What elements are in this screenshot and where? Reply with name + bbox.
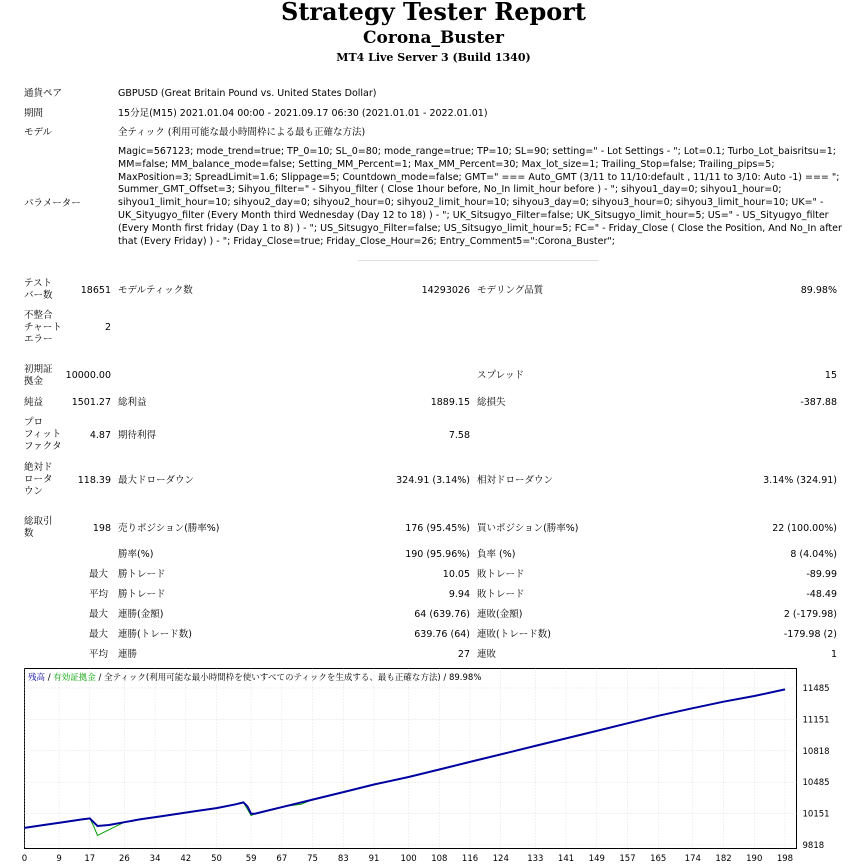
- expected-label: 期待利得: [118, 430, 157, 441]
- x-tick-label: 50: [211, 854, 222, 864]
- pf-value: 4.87: [89, 430, 111, 441]
- symbol-label: 通貨ペア: [24, 88, 63, 99]
- y-tick-label: 10151: [802, 809, 830, 820]
- expected-value: 7.58: [448, 430, 470, 441]
- largest-prefix: 最大: [89, 569, 109, 580]
- avg-win-label: 勝トレード: [118, 589, 166, 600]
- loss-pct-value: 8 (4.04%): [790, 549, 837, 560]
- max-consec-count-prefix: 最大: [89, 629, 109, 640]
- max-consec-wins-count-value: 639.76 (64): [414, 629, 470, 640]
- avg-loss-label: 敗トレード: [477, 589, 525, 600]
- ea-name: Corona_Buster: [363, 28, 504, 48]
- long-label: 買いポジション(勝率%): [477, 523, 579, 534]
- largest-loss-value: -89.99: [806, 569, 837, 580]
- x-tick-label: 59: [245, 854, 257, 864]
- params-label: パラメーター: [24, 198, 81, 209]
- spread-value: 15: [824, 370, 837, 381]
- x-tick-label: 174: [684, 854, 701, 864]
- max-dd-label: 最大ドローダウン: [118, 475, 195, 486]
- max-dd-value: 324.91 (3.14%): [396, 475, 470, 486]
- x-tick-label: 75: [307, 854, 318, 864]
- legend-model: 全ティック(利用可能な最小時間枠を使いすべてのティックを生成する、最も正確な方法): [104, 673, 441, 683]
- x-tick-label: 108: [431, 854, 448, 864]
- period-value: 15分足(M15) 2021.01.04 00:00 - 2021.09.17 06:30 (2021.01.01 - 2022.01.01): [118, 108, 488, 119]
- max-consec-losses-count-value: -179.98 (2): [783, 629, 837, 640]
- max-consec-wins-count-label: 連勝(トレード数): [118, 629, 192, 640]
- x-tick-label: 182: [715, 854, 732, 864]
- symbol-value: GBPUSD (Great Britain Pound vs. United States Dollar): [118, 88, 377, 99]
- loss-pct-label: 負率 (%): [477, 549, 516, 560]
- avg-consec-wins-label: 連勝: [118, 649, 138, 660]
- x-tick-label: 141: [557, 854, 575, 864]
- y-tick-label: 9818: [802, 841, 825, 851]
- avg-consec-losses-label: 連敗: [477, 649, 497, 660]
- x-tick-label: 26: [118, 854, 130, 864]
- avg-win-value: 9.94: [448, 589, 470, 600]
- short-label: 売りポジション(勝率%): [118, 523, 220, 534]
- chart-legend: [28, 672, 481, 683]
- max-consec-money-prefix: 最大: [89, 609, 109, 620]
- avg-consec-wins-value: 27: [457, 649, 470, 660]
- deposit-value: 10000.00: [65, 370, 111, 381]
- x-tick-label: 124: [492, 854, 509, 864]
- y-tick-labels: [803, 684, 830, 851]
- win-pct-label: 勝率(%): [118, 549, 154, 560]
- legend-quality: 89.98%: [448, 673, 482, 683]
- legend-sep-3: /: [440, 673, 449, 683]
- x-tick-label: 133: [527, 854, 544, 864]
- x-tick-label: 157: [619, 854, 636, 864]
- abs-dd-value: 118.39: [77, 475, 111, 486]
- mismatch-label: 不整合 チャート エラー: [24, 310, 62, 345]
- total-trades-value: 198: [92, 523, 111, 534]
- average-prefix: 平均: [89, 589, 109, 600]
- x-tick-label: 190: [746, 854, 763, 864]
- max-consec-wins-money-value: 64 (639.76): [414, 609, 470, 620]
- bars-value: 18651: [80, 285, 111, 296]
- net-label: 純益: [24, 397, 44, 408]
- win-pct-value: 190 (95.96%): [405, 549, 470, 560]
- x-tick-label: 34: [149, 854, 161, 864]
- x-tick-label: 0: [21, 854, 28, 864]
- mismatch-value: 2: [104, 322, 111, 333]
- avg-consec-losses-value: 1: [830, 649, 837, 660]
- params-divider: [358, 260, 598, 261]
- x-tick-label: 198: [776, 854, 794, 864]
- legend-equity: 有効証拠金: [53, 673, 96, 683]
- legend-sep-2: /: [95, 673, 105, 683]
- rel-dd-label: 相対ドローダウン: [477, 475, 554, 486]
- max-consec-losses-money-value: 2 (-179.98): [783, 609, 837, 620]
- gross-profit-value: 1889.15: [430, 397, 470, 408]
- model-label: モデル: [24, 127, 53, 138]
- gross-loss-value: -387.88: [800, 397, 837, 408]
- plot-frame: [25, 669, 797, 849]
- x-tick-label: 149: [588, 854, 605, 864]
- report-title: Strategy Tester Report: [280, 0, 587, 26]
- gross-profit-label: 総利益: [118, 397, 147, 408]
- x-tick-label: 91: [368, 854, 380, 864]
- ticks-value: 14293026: [421, 285, 470, 296]
- x-tick-label: 83: [337, 854, 349, 864]
- long-value: 22 (100.00%): [772, 523, 837, 534]
- x-tick-label: 67: [276, 854, 288, 864]
- max-consec-wins-money-label: 連勝(金額): [118, 609, 164, 620]
- total-trades-label: 総取引 数: [24, 516, 53, 539]
- x-tick-label: 165: [650, 854, 667, 864]
- largest-win-label: 勝トレード: [118, 569, 166, 580]
- bars-label: テスト バー数: [24, 278, 53, 301]
- y-tick-label: 11151: [802, 715, 830, 726]
- short-value: 176 (95.45%): [405, 523, 470, 534]
- y-tick-label: 11485: [802, 684, 830, 694]
- x-tick-label: 42: [180, 854, 192, 864]
- deposit-label: 初期証 拠金: [24, 364, 53, 387]
- largest-loss-label: 敗トレード: [477, 569, 525, 580]
- params-value: Magic=567123; mode_trend=true; TP_0=10; SL_0=80; mode_range=true; TP=10; SL=90; setting=" - Lot Settings - "; Lot=0.1; Turbo_Lot_baisritsu=1; MM=false; MM_balance_mode=false; Setting_MM_Percent=1; Max_MM_Percent=30; Max_lot_size=1; Trailing_Stop=false; Trailing_pips=5; MaxPosition=3; SpreadLimit=1.6; Slippage=5; Countdown_mode=false; GMT=" === Auto_GMT (3/11 to 11/10:default , 11/11 to 3/10: Auto -1) === "; Summer_GMT_Offset=3; Sihyou_filter=" - Sihyou_filter ( Close 1hour before, No_In limit_hour before ) - "; sihyou1_day=0; sihyou1_hour=0; sihyou1_limit_hour=10; sihyou2_day=0; sihyou2_hour=0; sihyou2_limit_hour=10; sihyou3_day=0; sihyou3_hour=0; sihyou3_limit_hour=10; UK=" - UK_Sityugyo_filter (Every Month third Wednesday (Day 12 to 18) ) - "; UK_Sitsugyo_Filter=false; UK_Sitsugyo_limit_hour=5; US=" - US_Sityugyo_filter (Every Month first friday (Day 1 to 8) ) - "; US_Sitsugyo_Filter=false; US_Sitsugyo_limit_hour=5; FC=" - Friday_Close ( Close the Position, And No_In after that (Every Friday) ) - "; Friday_Close=true; Friday_Close_Hour=26; Entry_Comment5=":Corona_Buster";: [118, 146, 842, 247]
- x-tick-label: 116: [461, 854, 479, 864]
- max-consec-losses-count-label: 連敗(トレード数): [477, 629, 551, 640]
- quality-value: 89.98%: [800, 285, 837, 296]
- quality-label: モデリング品質: [477, 285, 544, 296]
- largest-win-value: 10.05: [442, 569, 470, 580]
- legend-balance: 残高: [28, 673, 46, 683]
- y-tick-label: 10485: [802, 778, 830, 789]
- rel-dd-value: 3.14% (324.91): [763, 475, 837, 486]
- y-tick-label: 10818: [802, 746, 830, 757]
- legend-sep-1: /: [45, 673, 54, 683]
- x-tick-label: 9: [56, 854, 62, 864]
- x-tick-label: 100: [400, 854, 417, 864]
- x-tick-label: 17: [84, 854, 96, 864]
- avg-consec-prefix: 平均: [89, 649, 109, 660]
- server-name: MT4 Live Server 3 (Build 1340): [336, 51, 531, 64]
- model-value: 全ティック (利用可能な最小時間枠による最も正確な方法): [118, 127, 366, 138]
- avg-loss-value: -48.49: [806, 589, 837, 600]
- max-consec-losses-money-label: 連敗(金額): [477, 609, 523, 620]
- period-label: 期間: [24, 108, 44, 119]
- ticks-label: モデルティック数: [118, 285, 193, 296]
- pf-label: プロ フィット ファクタ: [24, 417, 62, 452]
- spread-label: スプレッド: [477, 370, 525, 381]
- gross-loss-label: 総損失: [477, 397, 506, 408]
- net-value: 1501.27: [71, 397, 111, 408]
- x-tick-labels: [22, 854, 793, 864]
- abs-dd-label: 絶対ド ロータ ウン: [24, 462, 53, 497]
- balance-chart: [21, 668, 844, 867]
